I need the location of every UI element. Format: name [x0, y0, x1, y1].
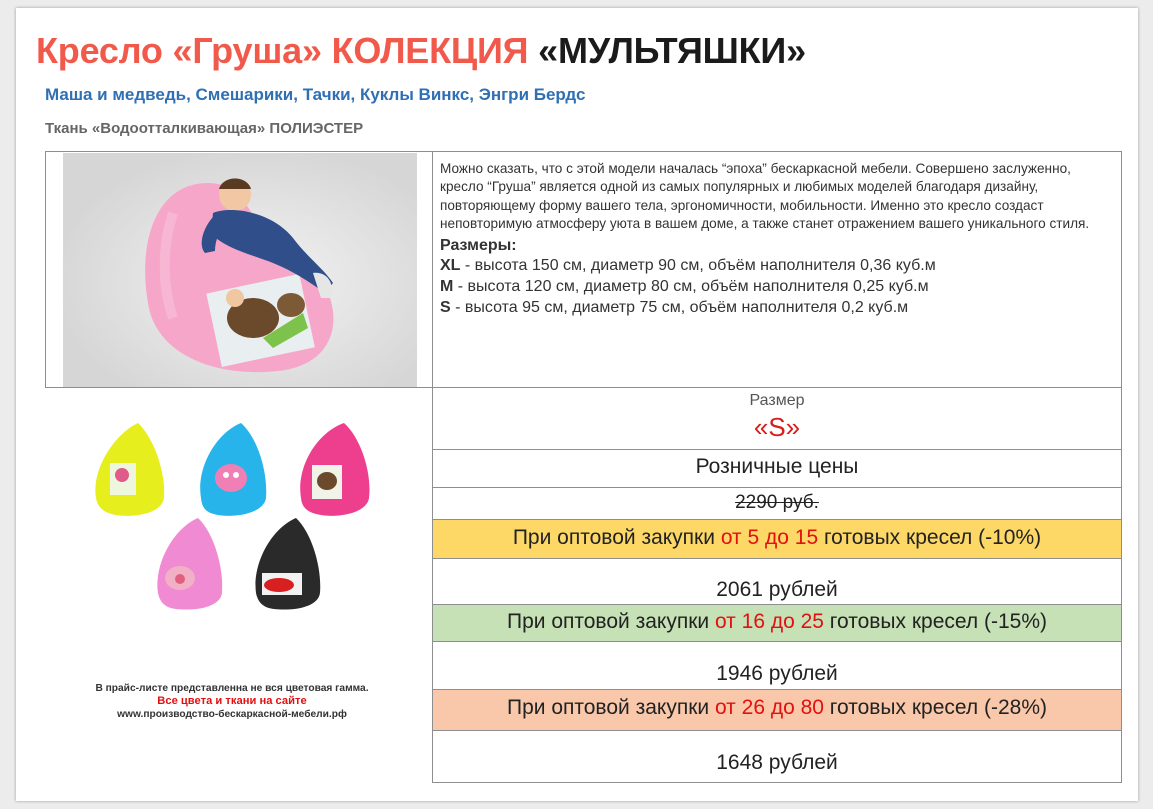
- color-variants: [76, 413, 396, 613]
- tier-prefix: При оптовой закупки: [506, 696, 715, 719]
- product-description: Можно сказать, что с этой модели началась “эпоха” бескаркасной мебели. Совершено заслуженно, кресло “Груша” является одной из самых популярных и любимых моделей благодаря дизайну, повторяющему форму вашего тела, эргономичности, мобильности. Именно это кресло создаст неповторимую атмосферу уюта в вашем доме, а также станет отражением вашего уникального стиля.: [440, 161, 1090, 232]
- sizes-heading: Размеры:: [440, 236, 517, 254]
- tier-3-price: 1648 рублей: [716, 751, 838, 774]
- product-photo: [63, 153, 417, 387]
- website-link[interactable]: www.производство-бескаркасной-мебели.рф: [117, 709, 347, 720]
- size-value: «S»: [753, 412, 801, 442]
- title-product: Кресло «Груша» КОЛЕКЦИЯ: [36, 30, 539, 71]
- size-spec: - высота 150 см, диаметр 90 см, объём наполнителя 0,36 куб.м: [460, 256, 936, 274]
- tier-suffix: готовых кресел (-15%): [823, 610, 1047, 633]
- light-pink-beanbag: [157, 518, 222, 610]
- size-code: S: [440, 298, 451, 316]
- tier-1-price: 2061 рублей: [716, 578, 838, 601]
- fabric-type: Ткань «Водоотталкивающая» ПОЛИЭСТЕР: [45, 120, 364, 137]
- size-spec: - высота 95 см, диаметр 75 см, объём наполнителя 0,2 куб.м: [450, 298, 909, 316]
- tier-3-band: [433, 689, 1121, 731]
- black-beanbag: [255, 518, 320, 610]
- retail-price: 2290 руб.: [735, 492, 819, 513]
- size-code: XL: [440, 256, 461, 274]
- pink-beanbag: [300, 423, 369, 516]
- tier-1-band: [433, 519, 1121, 559]
- tier-suffix: готовых кресел (-10%): [818, 526, 1042, 549]
- divider: [433, 449, 1121, 450]
- note-line-1: В прайс-листе представленна не вся цветовая гамма.: [95, 683, 369, 694]
- description-cell: [432, 151, 1122, 388]
- price-sheet: [16, 8, 1138, 801]
- price-table: [432, 387, 1122, 783]
- color-variants-image: [76, 413, 396, 613]
- tier-suffix: готовых кресел (-28%): [823, 696, 1047, 719]
- size-m: [440, 276, 1113, 297]
- blue-beanbag: [200, 423, 266, 516]
- size-s: [440, 297, 1113, 318]
- tier-prefix: При оптовой закупки: [512, 526, 721, 549]
- size-xl: [440, 255, 1113, 276]
- size-label: Размер: [749, 392, 805, 409]
- title-collection: «МУЛЬТЯШКИ»: [538, 30, 806, 71]
- page-title: [36, 30, 806, 72]
- tier-range: от 26 до 80: [714, 696, 824, 719]
- tier-range: от 5 до 15: [720, 526, 819, 549]
- yellow-beanbag: [95, 423, 164, 516]
- size-code: M: [440, 277, 454, 295]
- product-photo-cell: [45, 151, 433, 388]
- tier-range: от 16 до 25: [714, 610, 824, 633]
- tier-2-band: [433, 604, 1121, 642]
- retail-label: Розничные цены: [695, 455, 859, 478]
- tier-2-price: 1946 рублей: [716, 662, 838, 685]
- divider: [433, 487, 1121, 488]
- collection-themes: Маша и медведь, Смешарики, Тачки, Куклы Винкс, Энгри Бердс: [45, 85, 586, 104]
- availability-note: [62, 682, 402, 721]
- beanbag-with-child-image: [63, 153, 417, 387]
- size-spec: - высота 120 см, диаметр 80 см, объём наполнителя 0,25 куб.м: [453, 277, 929, 295]
- note-line-2: Все цвета и ткани на сайте: [157, 695, 307, 707]
- tier-prefix: При оптовой закупки: [506, 610, 715, 633]
